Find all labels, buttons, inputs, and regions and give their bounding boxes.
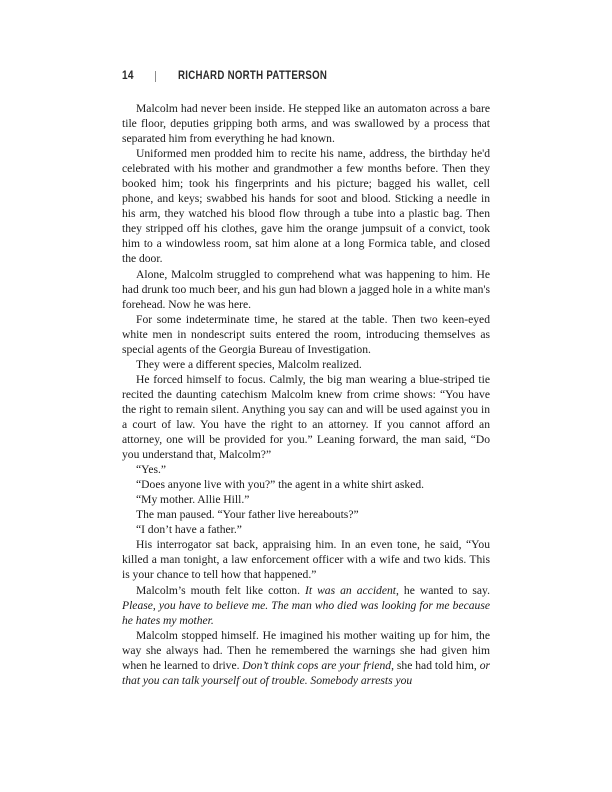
body-text-block xyxy=(122,101,490,688)
page-number: 14 xyxy=(122,70,134,82)
paragraph: Malcolm had never been inside. He stepped like an automaton across a bare tile floor, deputies gripping both arms, and was swallowed by a process that separated him from everything he had known. xyxy=(122,102,490,146)
dialogue-line: “I don’t have a father.” xyxy=(136,523,242,537)
running-head xyxy=(122,68,492,84)
paragraph: Uniformed men prodded him to recite his name, address, the birthday he'd celebrated with his mother and grandmother a few months before. Then they booked him; took his fingerprints and his picture; bagged his wallet, cell phone, and keys; swabbed his hands for soot and blood. Sticking a needle in his arm, they watched his blood flow through a tube into a plastic bag. Then they stripped off his clothes, gave him the orange jumpsuit of a convict, took him to a windowless room, sat him alone at a long Formica table, and closed the door. xyxy=(122,147,490,266)
paragraph: Alone, Malcolm struggled to comprehend what was happening to him. He had drunk too much beer, and his gun had blown a jagged hole in a white man's forehead. Now he was here. xyxy=(122,267,490,311)
book-author-title: RICHARD NORTH PATTERSON xyxy=(178,70,328,82)
dialogue-line: “My mother. Allie Hill.” xyxy=(136,493,250,507)
dialogue-line: The man paused. “Your father live hereabouts?” xyxy=(136,508,359,522)
dialogue-line: “Does anyone live with you?” the agent in a white shirt asked. xyxy=(136,478,425,492)
paragraph: For some indeterminate time, he stared at the table. Then two keen-eyed white men in nondescript suits entered the room, introducing themselves as special agents of the Georgia Bureau of Investigation. xyxy=(122,312,490,356)
paragraph: They were a different species, Malcolm realized. xyxy=(136,357,362,371)
paragraph: His interrogator sat back, appraising him. In an even tone, he said, “You killed a man tonight, a law enforcement officer with a wife and two kids. This is your chance to tell how that happened.” xyxy=(122,538,490,582)
dialogue-line: “Yes.” xyxy=(136,463,167,477)
paragraph: Malcolm stopped himself. He imagined his mother waiting up for him, the way she always had. Then he remembered the warnings she had given him when he learned to drive. Don’t think cops are your friend, she had told him, or that you can talk yourself out of trouble. Somebody arrests you xyxy=(122,628,490,687)
header-divider xyxy=(155,71,156,82)
paragraph: Malcolm’s mouth felt like cotton. It was an accident, he wanted to say. Please, you have to believe me. The man who died was looking for me because he hates my mother. xyxy=(122,583,490,627)
paragraph: He forced himself to focus. Calmly, the big man wearing a blue-striped tie recited the daunting catechism Malcolm knew from crime shows: “You have the right to remain silent. Anything you say can and will be used against you in a court of law. You have the right to an attorney. If you cannot afford an attorney, one will be provided for you.” Leaning forward, the man said, “Do you understand that, Malcolm?” xyxy=(122,372,490,462)
